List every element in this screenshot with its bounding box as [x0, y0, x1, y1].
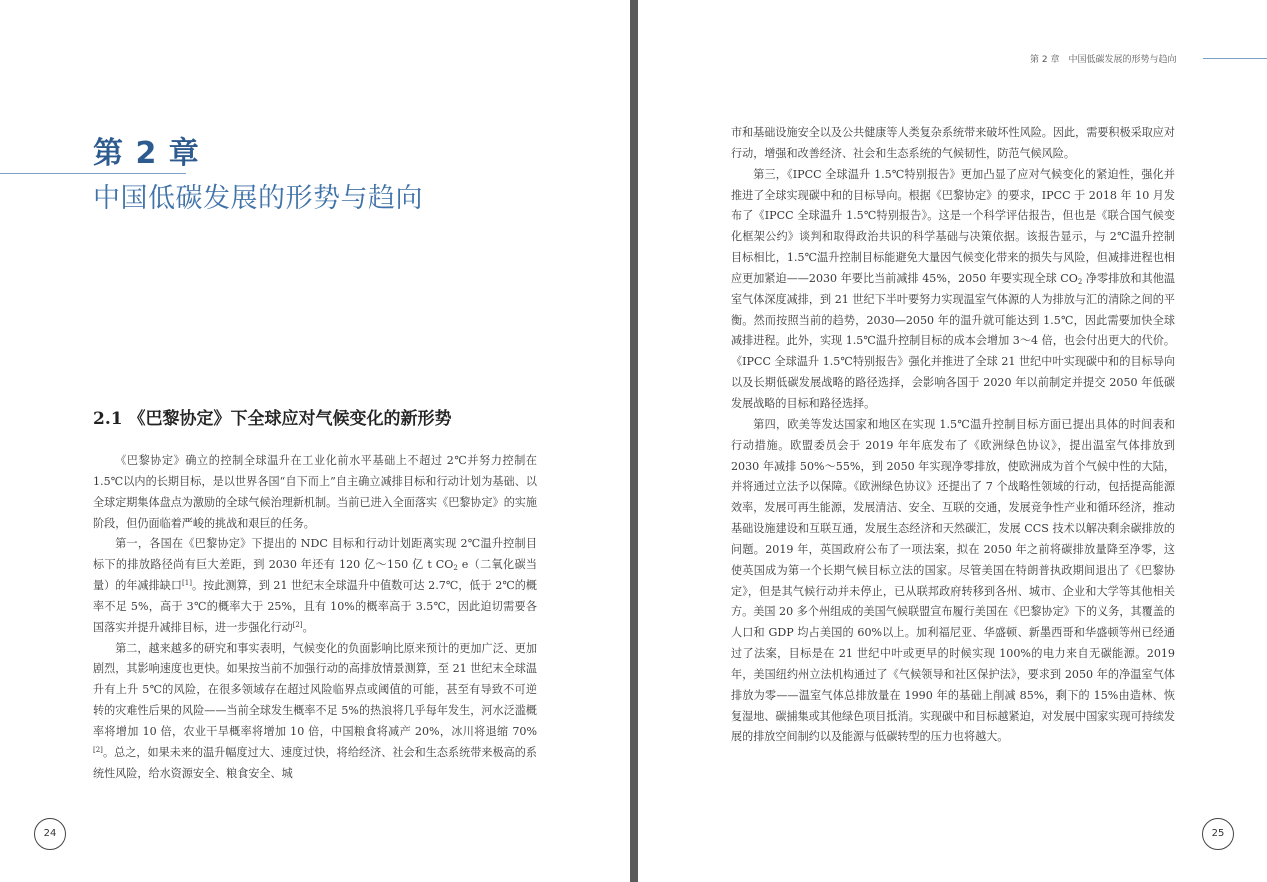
section-title: 2.1 《巴黎协定》下全球应对气候变化的新形势: [93, 409, 452, 429]
citation-ref: [1]: [182, 579, 192, 588]
paragraph-text: 《巴黎协定》确立的控制全球温升在工业化前水平基础上不超过 2℃并努力控制在 1.5℃以内的长期目标，是以世界各国“自下而上”自主确立减排目标和行动计划为基础、以全球定期集体盘点为激励的全球气候治理新机制。当前已进入全面落实《巴黎协定》的实施阶段，但仍面临着严峻的挑战和艰巨的任务。: [93, 454, 537, 530]
paragraph-text: 第四，欧美等发达国家和地区在实现 1.5℃温升控制目标方面已提出具体的时间表和行动措施。欧盟委员会于 2019 年年底发布了《欧洲绿色协议》，提出温室气体排放到 2030 年减排 50%～55%，到 2050 年实现净零排放，使欧洲成为首个气候中性的大陆，并将通过立法予以保障。《欧洲绿色协议》还提出了 7 个战略性领域的行动，包括提高能源效率，发展可再生能源，发展清洁、安全、互联的交通，发展竞争性产业和循环经济，推动基础设施建设和互联互通，发展生态经济和天然碳汇，发展 CCS 技术以解决剩余碳排放的问题。2019 年，英国政府公布了一项法案，拟在 2050 年之前将碳排放量降至净零，这使英国成为第一个长期气候目标立法的国家。尽管美国在特朗普执政期间退出了《巴黎协定》，但是其气候行动并未停止，已从联邦政府转移到各州、城市、企业和大学等其他相关方。美国 20 多个州组成的美国气候联盟宣布履行美国在《巴黎协定》下的义务，其覆盖的人口和 GDP 均占美国的 60%以上。加利福尼亚、华盛顿、新墨西哥和华盛顿等州已经通过了法案，目标是在 21 世纪中叶或更早的时候实现 100%的电力来自无碳能源。2019 年，美国纽约州立法机构通过了《气候领导和社区保护法》，要求到 2050 年的净温室气体排放为零——温室气体总排放量在 1990 年的基础上削减 85%，剩下的 15%由造林、恢复湿地、碳捕集或其他绿色项目抵消。实现碳中和目标越紧迫，对发展中国家实现可持续发展的排放空间制约以及能源与低碳转型的压力也将越大。: [731, 417, 1175, 744]
subscript: 2: [453, 564, 458, 573]
page-number: 25: [1202, 818, 1234, 850]
paragraph: [731, 415, 1175, 749]
running-header-rule: [1203, 58, 1267, 59]
paragraph-text: 。按此测算，到 21 世纪末全球温升中值数可达 2.7℃，低于 2℃的概率不足 5%，高于 3℃的概率大于 25%，且有 10%的概率高于 3.5℃，因此迫切需要各国落实并提升减排目标，进一步强化行动: [93, 579, 537, 634]
paragraph-text: 第二，越来越多的研究和事实表明，气候变化的负面影响比原来预计的更加广泛、更加剧烈，其影响速度也更快。如果按当前不加强行动的高排放情景测算，至 21 世纪末全球温升有上升 5℃的风险，在很多领域存在超过风险临界点或阈值的可能，甚至有导致不可逆转的灾难性后果的风险——当前全球发生概率不足 5%的热浪将几乎每年发生，河水泛滥概率将增加 10 倍，农业干旱概率将增加 10 倍，中国粮食将减产 20%，冰川将退缩 70%: [93, 641, 537, 738]
chapter-number: 第 2 章: [93, 136, 200, 171]
chapter-title: 中国低碳发展的形势与趋向: [93, 183, 423, 214]
paragraph: [731, 123, 1175, 165]
right-page: [638, 0, 1267, 882]
paragraph: [93, 639, 537, 785]
citation-ref: [2]: [292, 620, 303, 629]
paragraph: [93, 451, 537, 534]
right-body-text: [731, 123, 1175, 748]
paragraph-text: 第三，《IPCC 全球温升 1.5℃特别报告》更加凸显了应对气候变化的紧迫性，强化并推进了全球实现碳中和的目标导向。根据《巴黎协定》的要求，IPCC 于 2018 年 10 月发布了《IPCC 全球温升 1.5℃特别报告》。这是一个科学评估报告，但也是《联合国气候变化框架公约》谈判和取得政治共识的科学基础与决策依据。该报告显示，与 2℃温升控制目标相比，1.5℃温升控制目标能避免大量因气候变化带来的损失与风险，但减排进程也相应更加紧迫——2030 年要比当前减排 45%，2050 年要实现全球 CO: [731, 167, 1175, 285]
paragraph-text: 净零排放和其他温室气体深度减排，到 21 世纪下半叶要努力实现温室气体源的人为排放与汇的清除之间的平衡。然而按照当前的趋势，2030—2050 年的温升就可能达到 1.5℃，因此需要加快全球减排进程。此外，实现 1.5℃温升控制目标的成本会增加 3～4 倍，也会付出更大的代价。《IPCC 全球温升 1.5℃特别报告》强化并推进了全球 21 世纪中叶实现碳中和的目标导向以及长期低碳发展战略的路径选择，会影响各国于 2020 年以前制定并提交 2050 年低碳发展战略的目标和路径选择。: [731, 271, 1175, 410]
page-number: 24: [34, 818, 66, 850]
paragraph-text: e（二氧化碳当量）的年减排缺口: [93, 558, 538, 593]
paragraph-text: 市和基础设施安全以及公共健康等人类复杂系统带来破坏性风险。因此，需要积极采取应对行动，增强和改善经济、社会和生态系统的气候韧性，防范气候风险。: [731, 126, 1175, 160]
subscript: 2: [1077, 277, 1083, 286]
paragraph: [93, 534, 537, 638]
paragraph: [731, 165, 1175, 415]
citation-ref: [2]: [93, 745, 103, 754]
paragraph-text: 。: [302, 620, 314, 634]
paragraph-text: 第一，各国在《巴黎协定》下提出的 NDC 目标和行动计划距离实现 2℃温升控制目标下的排放路径尚有巨大差距，到 2030 年还有 120 亿～150 亿 t CO: [93, 537, 537, 572]
book-spine: [630, 0, 638, 882]
paragraph-text: 。总之，如果未来的温升幅度过大、速度过快，将给经济、社会和生态系统带来极高的系统性风险，给水资源安全、粮食安全、城: [93, 745, 537, 780]
chapter-title-rule: [0, 173, 186, 174]
left-body-text: [93, 451, 537, 785]
left-page: [0, 0, 630, 882]
running-header: 第 2 章 中国低碳发展的形势与趋向: [1030, 55, 1177, 65]
